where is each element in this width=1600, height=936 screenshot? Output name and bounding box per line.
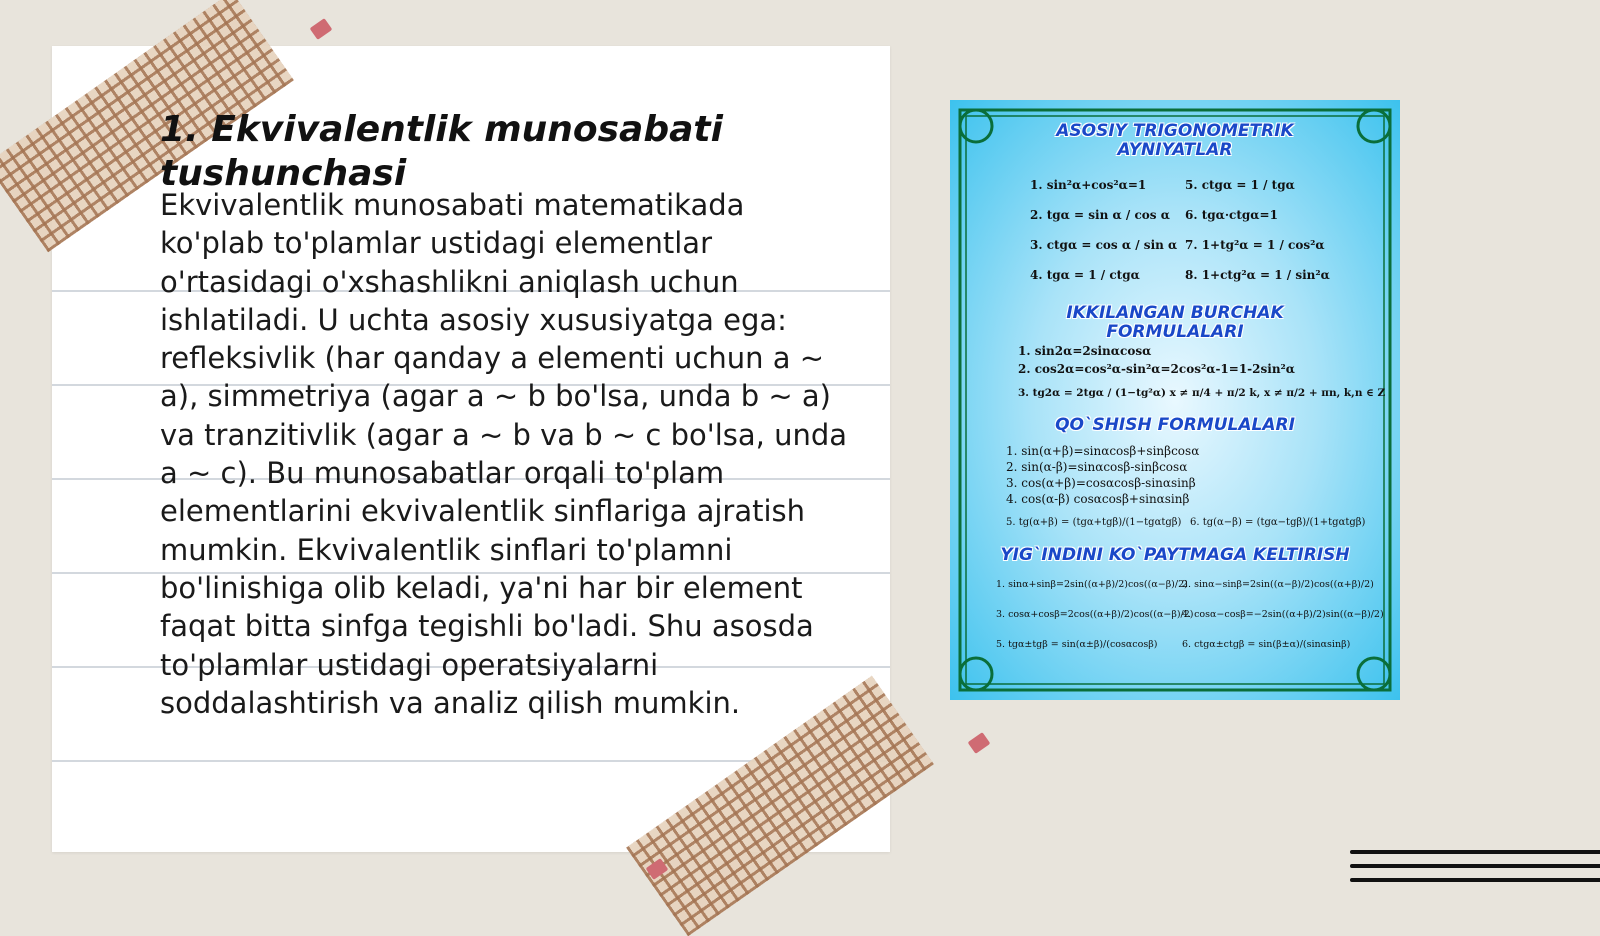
poster-formula: 5. ctgα = 1 / tgα — [1185, 178, 1295, 192]
poster-formula: 7. 1+tg²α = 1 / cos²α — [1185, 238, 1325, 252]
slide-title: 1. Ekvivalentlik munosabati tushunchasi — [160, 109, 723, 194]
poster-formula: 2. tgα = sin α / cos α — [1030, 208, 1170, 222]
poster-heading-sum-to-product: YIG`INDINI KO`PAYTMAGA KELTIRISH — [1000, 545, 1350, 565]
poster-formula: 1. sinα+sinβ=2sin((α+β)/2)cos((α−β)/2) — [996, 579, 1188, 590]
slide-body: Ekvivalentlik munosabati matematikada ko'plab to'plamlar ustidagi elementlar o'rtasidagi o'xshashlikni aniqlash uchun ishlatiladi. U uchta asosiy xususiyatga ega: refleksivlik (har qanday a elementi uchun a ~ a), simmetriya (agar a ~ b bo'lsa, unda b ~ a) va tranzitivlik (agar a ~ b va b ~ c bo'lsa, unda a ~ c). Bu munosabatlar orqali to'plam elementlarini ekvivalentlik sinflariga ajratish mumkin. Ekvivalentlik sinflari to'plamni bo'linishiga olib keladi, ya'ni har bir element faqat bitta sinfga tegishli bo'ladi. Shu asosda to'plamlar ustidagi operatsiyalarni soddalashtirish va analiz qilish mumkin. — [160, 188, 848, 720]
poster-formula: 3. tg2α = 2tgα / (1−tg²α) x ≠ π/4 + π/2 k, x ≠ π/2 + πn, k,n ∈ Z — [1018, 387, 1386, 399]
trig-formula-poster — [950, 100, 1400, 700]
poster-formula: 4. cosα−cosβ=−2sin((α+β)/2)sin((α−β)/2) — [1182, 609, 1384, 620]
poster-formula: 4. cos(α-β) cosαcosβ+sinαsinβ — [1006, 492, 1190, 506]
decorative-lines — [1350, 850, 1600, 890]
poster-formula: 4. tgα = 1 / ctgα — [1030, 268, 1140, 282]
poster-formula: 1. sin2α=2sinαcosα — [1018, 344, 1152, 358]
poster-formula: 8. 1+ctg²α = 1 / sin²α — [1185, 268, 1330, 282]
tape-tip — [310, 18, 333, 40]
decorative-line — [1350, 850, 1600, 854]
decorative-line — [1350, 864, 1600, 868]
poster-formula: 5. tg(α+β) = (tgα+tgβ)/(1−tgαtgβ) — [1006, 517, 1182, 528]
poster-formula: 5. tgα±tgβ = sin(α±β)/(cosαcosβ) — [996, 639, 1158, 650]
poster-formula: 2. sin(α-β)=sinαcosβ-sinβcosα — [1006, 460, 1188, 474]
poster-heading-addition: QO`SHISH FORMULALARI — [1055, 415, 1295, 435]
decorative-line — [1350, 878, 1600, 882]
poster-formula: 2. cos2α=cos²α-sin²α=2cos²α-1=1-2sin²α — [1018, 362, 1296, 376]
poster-heading-identities: ASOSIY TRIGONOMETRIK AYNIYATLAR — [1056, 121, 1294, 160]
poster-formula: 3. cosα+cosβ=2cos((α+β)/2)cos((α−β)/2) — [996, 609, 1194, 620]
poster-formula: 6. tg(α−β) = (tgα−tgβ)/(1+tgαtgβ) — [1190, 517, 1366, 528]
poster-formula: 6. tgα·ctgα=1 — [1185, 208, 1278, 222]
poster-heading-double-angle: IKKILANGAN BURCHAK FORMULALARI — [1066, 303, 1284, 342]
poster-formula: 2. sinα−sinβ=2sin((α−β)/2)cos((α+β)/2) — [1182, 579, 1374, 590]
poster-formula: 3. ctgα = cos α / sin α — [1030, 238, 1178, 252]
tape-tip — [968, 732, 991, 754]
poster-formula: 1. sin²α+cos²α=1 — [1030, 178, 1147, 192]
poster-formula: 6. ctgα±ctgβ = sin(β±α)/(sinαsinβ) — [1182, 639, 1351, 650]
poster-formula: 3. cos(α+β)=cosαcosβ-sinαsinβ — [1006, 476, 1196, 490]
poster-formula: 1. sin(α+β)=sinαcosβ+sinβcosα — [1006, 444, 1200, 458]
